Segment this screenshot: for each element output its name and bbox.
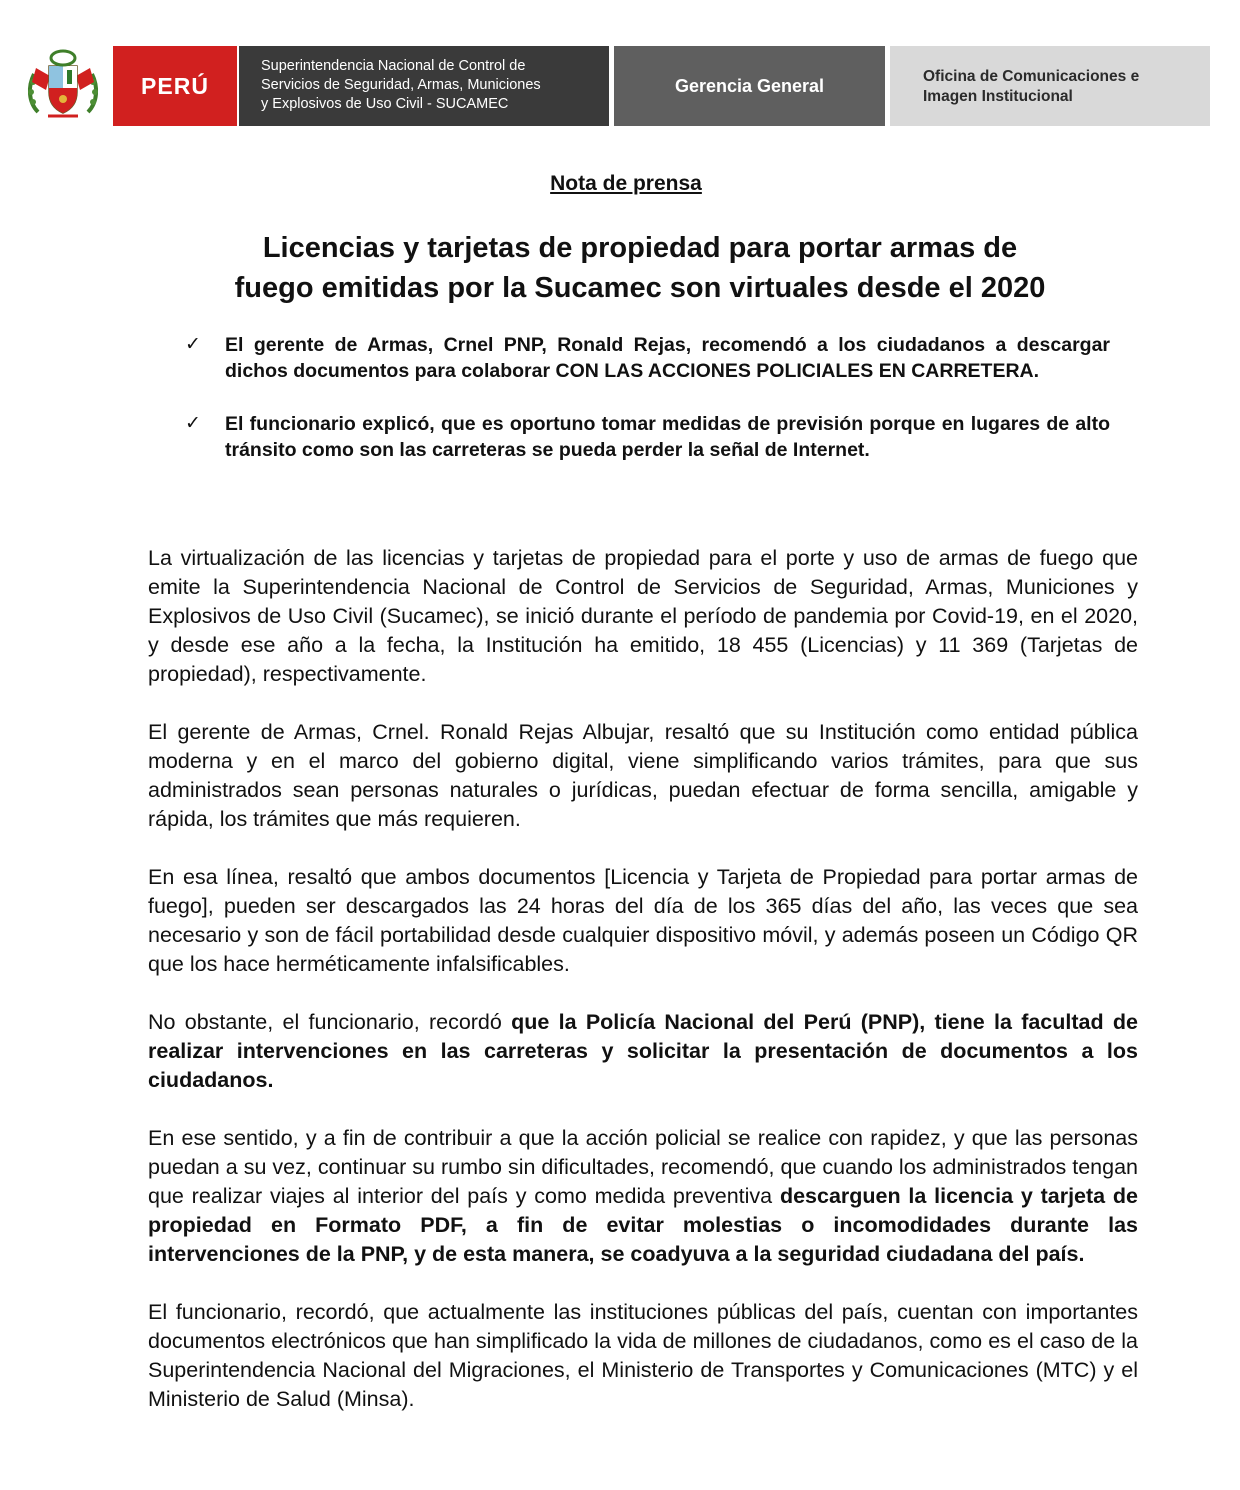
highlight-item: [185, 332, 1110, 384]
paragraph-6: El funcionario, recordó, que actualmente las instituciones públicas del país, cuentan con importantes documentos electrónicos que han simplificado la vida de millones de ciudadanos, como es el caso de la Superintendencia Nacional del Migraciones, el Ministerio de Transportes y Comunicaciones (MTC) y el Ministerio de Salud (Minsa).: [148, 1300, 1138, 1411]
highlight-item: [185, 411, 1110, 463]
oficina-box: Oficina de Comunicaciones e Imagen Institucional: [890, 46, 1210, 126]
paragraph-4-emphasis: que la Policía Nacional del Perú (PNP), tiene la facultad de realizar intervenciones en las carreteras y solicitar la presentación de documentos a los ciudadanos.: [148, 1010, 1138, 1092]
highlight-list: [185, 332, 1110, 490]
peru-brand-box: PERÚ: [113, 46, 237, 126]
coat-of-arms-icon: [22, 46, 104, 126]
paragraph-4: [148, 1008, 1138, 1095]
article-body: [148, 544, 1138, 1443]
paragraph-1: La virtualización de las licencias y tarjetas de propiedad para el porte y uso de armas de fuego que emite la Superintendencia Nacional de Control de Servicios de Seguridad, Armas, Municiones y Explosivos de Uso Civil (Sucamec), se inició durante el período de pandemia por Covid-19, en el 2020, y desde ese año a la fecha, la Institución ha emitido, 18 455 (Licencias) y 11 369 (Tarjetas de propiedad), respectivamente.: [148, 546, 1138, 686]
paragraph-3: En esa línea, resaltó que ambos documentos [Licencia y Tarjeta de Propiedad para portar armas de fuego], pueden ser descargados las 24 horas del día de los 365 días del año, las veces que sea necesario y son de fácil portabilidad desde cualquier dispositivo móvil, y además poseen un Código QR que los hace herméticamente infalsificables.: [148, 865, 1138, 976]
checkmark-icon: ✓: [185, 334, 201, 355]
paragraph-5-intro: En ese sentido, y a fin de contribuir a que la acción policial se realice con rapidez, y que las personas puedan a su vez, continuar su rumbo sin dificultades, recomendó, que cuando los administrados tengan que realizar viajes al interior del país y como medida preventiva: [148, 1126, 1138, 1208]
headline-line-2: fuego emitidas por la Sucamec son virtuales desde el 2020: [234, 272, 1046, 304]
headline-line-1: Licencias y tarjetas de propiedad para portar armas de: [262, 232, 1018, 264]
gerencia-box: Gerencia General: [614, 46, 885, 126]
paragraph-4-intro: No obstante, el funcionario, recordó: [148, 1010, 512, 1034]
institutional-header: [22, 44, 1212, 128]
paragraph-5: [148, 1124, 1138, 1269]
paragraph-2: El gerente de Armas, Crnel. Ronald Rejas Albujar, resaltó que su Institución como entidad pública moderna y en el marco del gobierno digital, viene simplificando varios trámites, para que sus administrados sean personas naturales o jurídicas, puedan efectuar de forma sencilla, amigable y rápida, los trámites que más requieren.: [148, 720, 1138, 831]
press-note-label: Nota de prensa: [550, 172, 702, 195]
highlight-text: El gerente de Armas, Crnel PNP, Ronald Rejas, recomendó a los ciudadanos a descargar dichos documentos para colaborar CON LAS ACCIONES POLICIALES EN CARRETERA.: [225, 334, 1110, 382]
paragraph-5-emphasis: descarguen la licencia y tarjeta de propiedad en Formato PDF, a fin de evitar molestias o incomodidades durante las intervenciones de la PNP, y de esta manera, se coadyuva a la seguridad ciudadana del país.: [148, 1184, 1139, 1266]
checkmark-icon: ✓: [185, 413, 201, 434]
entity-name-box: Superintendencia Nacional de Control de Servicios de Seguridad, Armas, Municiones y Explosivos de Uso Civil - SUCAMEC: [239, 46, 609, 126]
highlight-text: El funcionario explicó, que es oportuno tomar medidas de previsión porque en lugares de alto tránsito como son las carreteras se pueda perder la señal de Internet.: [225, 413, 1110, 461]
headline: [140, 228, 1140, 308]
